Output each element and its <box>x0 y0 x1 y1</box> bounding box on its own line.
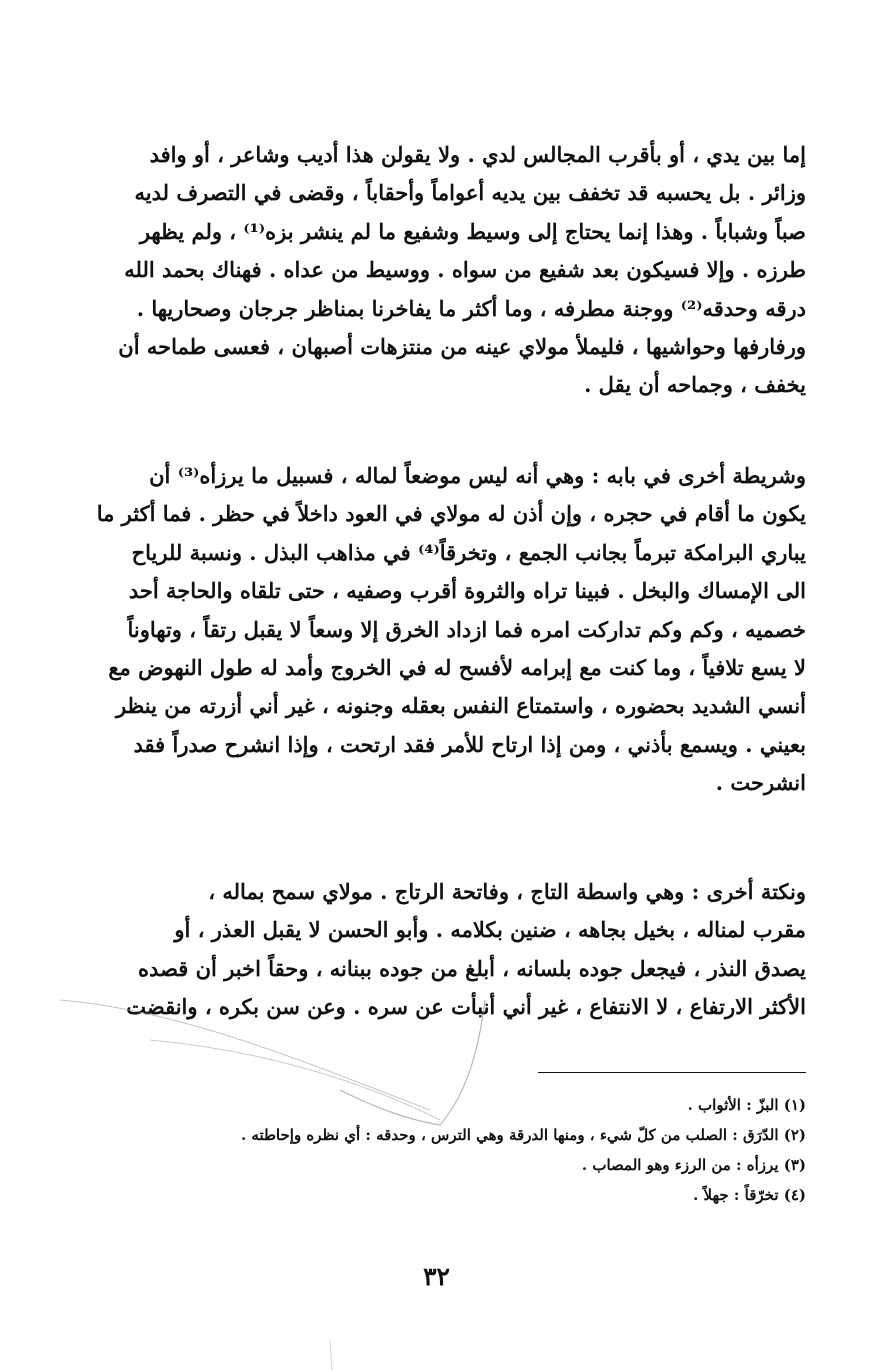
text-line: درقه وحدقه⁽²⁾ ووجنة مطرفه ، وما أكثر ما يفاخرنا بمناظر جرجان وصحاريها . <box>136 295 806 321</box>
text-line: الأكثر الارتفاع ، لا الانتفاع ، غير أني أنبأت عن سره . وعن سن بكره ، وانقضت <box>126 994 806 1020</box>
text-line: الى الإمساك والبخل . فبينا تراه والثروة أقرب وصفيه ، حتى تلقاه والحاجة أحد <box>128 578 806 604</box>
footnote-2: (٢) الدّرَق : الصلب من كلّ شيء ، ومنها الدرقة وهي الترس ، وحدقه : أي نظره وإحاطته . <box>240 1126 806 1144</box>
text-line: وزائر . بل يحسبه قد تخفف بين يديه أعواماً وأحقاباً ، وقضى في التصرف لديه <box>134 180 806 206</box>
text-line: يصدق النذر ، فيجعل جوده بلسانه ، أبلغ من جوده ببنانه ، وحقاً اخبر أن قصده <box>138 955 806 981</box>
paragraph-1 <box>68 136 806 405</box>
text-line: وشريطة أخرى في بابه : وهي أنه ليس موضعاً لماله ، فسبيل ما يرزأه⁽³⁾ أن <box>149 463 806 488</box>
text-line: أنسي الشديد بحضوره ، واستمتاع النفس بعقله وجنونه ، غير أني أزرته من ينظر <box>115 693 806 719</box>
footnote-divider <box>538 1072 806 1073</box>
text-line: يكون ما أقام في حجره ، وإن أذن له مولاي في العود داخلاً في حظر . فما أكثر ما <box>96 501 806 527</box>
footnote-4: (٤) تخرّقاً : جهلاً . <box>693 1186 806 1204</box>
page-number: ٣٢ <box>423 1262 450 1291</box>
text-line: مقرب لمناله ، بخيل بجاهه ، ضنين بكلامه . وأبو الحسن لا يقبل العذر ، أو <box>174 917 806 943</box>
footnote-1: (١) البزّ : الأثواب . <box>687 1096 806 1114</box>
text-line: يخفف ، وجماحه أن يقل . <box>584 372 806 398</box>
text-line: لا يسع تلافياً ، وما كنت مع إبرامه لأفسح له في الخروج وأمد له طول النهوض مع <box>108 654 806 680</box>
text-line: خصميه ، وكم وكم تداركت امره فما ازداد الخرق إلا وسعاً لا يقبل رتقاً ، وتهاوناً <box>127 616 806 642</box>
footnote-3: (٣) يرزأه : من الرزء وهو المصاب . <box>581 1156 806 1174</box>
text-line: بعيني . ويسمع بأذني ، ومن إذا ارتاح للأمر فقد ارتحت ، وإذا انشرح صدراً فقد <box>133 731 806 757</box>
text-line: ورفارفها وحواشيها ، فليملأ مولاي عينه من منتزهات أصبهان ، فعسى طماحه أن <box>118 333 806 359</box>
paragraph-2 <box>68 457 806 803</box>
text-line: يباري البرامكة تبرماً بجانب الجمع ، وتخرقاً⁽⁴⁾ في مذاهب البذل . ونسبة للرياح <box>131 539 806 565</box>
text-line: طرزه . وإلا فسيكون بعد شفيع من سواه . ووسيط من عداه . فهناك بحمد الله <box>124 257 806 283</box>
text-line: انشرحت . <box>715 770 806 796</box>
text-line: ونكتة أخرى : وهي واسطة التاج ، وفاتحة الرتاج . مولاي سمح بماله ، <box>208 879 806 904</box>
text-line: إما بين يدي ، أو بأقرب المجالس لدي . ولا يقولن هذا أديب وشاعر ، أو وافد <box>149 142 806 167</box>
paragraph-3 <box>68 873 806 1027</box>
footnotes <box>90 1090 806 1210</box>
text-line: صباً وشباباً . وهذا إنما يحتاج إلى وسيط وشفيع ما لم ينشر بزه⁽¹⁾ ، ولم يظهر <box>139 218 806 244</box>
